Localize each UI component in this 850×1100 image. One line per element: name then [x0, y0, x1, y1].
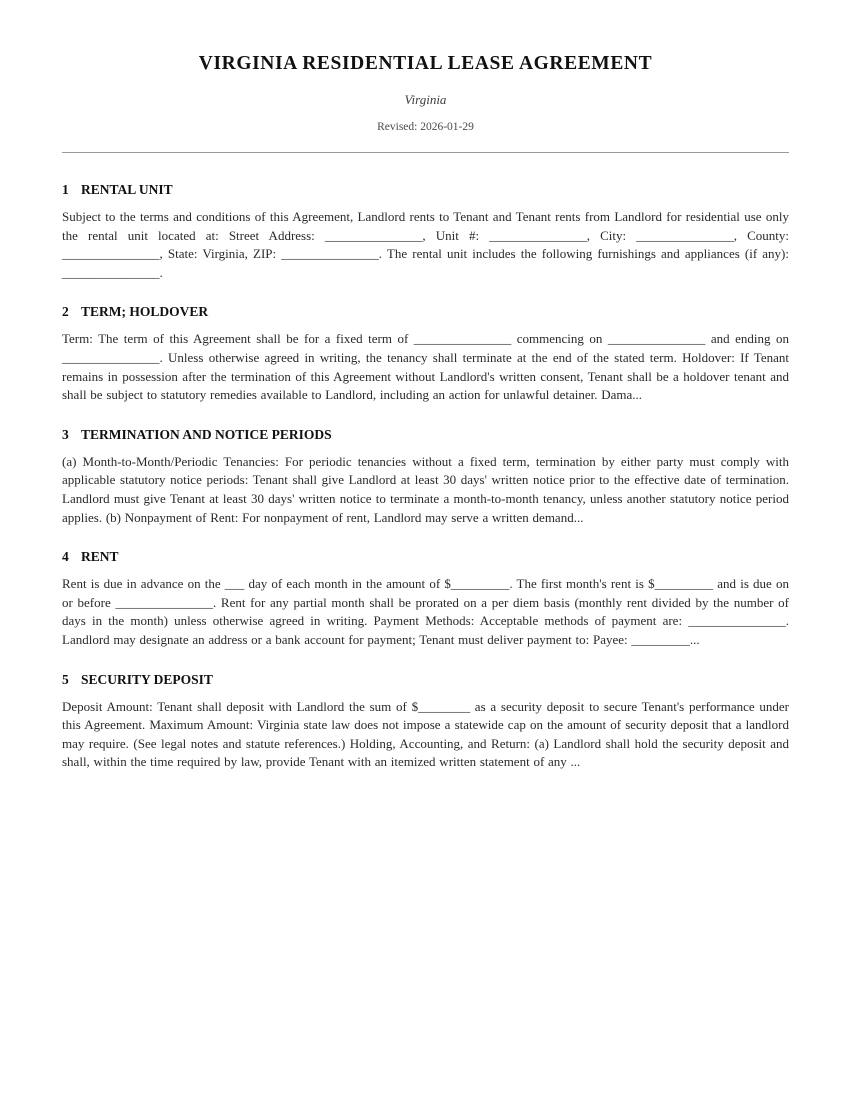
section-body-text: Rent is due in advance on the ___ day of each month in the amount of $_________. The first month's rent is $_________ and is due on or before _______________. Rent for any partial month shall be prorated on a per diem basis (monthly rent divided by the number of days in the month) unless otherwise agreed in writing. Payment Methods: Acceptable methods of payment are: _______________. Landlord may designate an address or a bank account for payment; Tenant must deliver payment to: Payee: _________...: [62, 576, 789, 647]
section-termination-notice: [62, 426, 789, 527]
section-body-text: (a) Month-to-Month/Periodic Tenancies: For periodic tenancies without a fixed term, termination by either party must comply with applicable statutory notice periods: Tenant shall give Landlord at least 30 days' written notice prior to the effective date of termination. Landlord must give Tenant at least 30 days' written notice to terminate a month-to-month tenancy, unless another statutory notice period applies. (b) Nonpayment of Rent: For nonpayment of rent, Landlord may serve a written demand...: [62, 453, 789, 525]
section-security-deposit: [62, 671, 789, 772]
section-number: 2: [62, 304, 69, 320]
section-heading-label: TERM; HOLDOVER: [81, 304, 209, 320]
revised-date: Revised: 2026-01-29: [377, 121, 474, 133]
document-header: [62, 52, 789, 134]
section-number: 1: [62, 182, 69, 197]
section-number: 5: [62, 671, 69, 687]
section-heading: [62, 671, 789, 689]
section-heading: [62, 303, 789, 321]
section-heading-label: RENTAL UNIT: [81, 182, 173, 197]
section-body-text: Subject to the terms and conditions of this Agreement, Landlord rents to Tenant and Tenant rents from Landlord for residential use only the rental unit located at: Street Address: _______________, Unit #: _______________, City: _______________, County: _______________, State: Virginia, ZIP: _______________. The rental unit includes the following furnishings and appliances (if any): _______________.: [62, 209, 789, 280]
section-body-text: Term: The term of this Agreement shall be for a fixed term of _______________ commencing on _______________ and ending on _______________. Unless otherwise agreed in writing, the tenancy shall terminate at the end of the stated term. Holdover: If Tenant remains in possession after the termination of this Agreement without Landlord's written consent, Tenant shall be a holdover tenant and shall be subject to statutory remedies available to Landlord, including an action for unlawful detainer. Dama...: [62, 331, 789, 403]
document-subtitle: Virginia: [404, 92, 447, 107]
section-rental-unit: [62, 181, 789, 282]
section-heading: [62, 181, 789, 199]
section-term-holdover: [62, 303, 789, 404]
section-body-text: Deposit Amount: Tenant shall deposit with Landlord the sum of $________ as a security deposit to secure Tenant's performance under this Agreement. Maximum Amount: Virginia state law does not impose a statewide cap on the amount of security deposit that a landlord may require. (See legal notes and statute references.) Holding, Accounting, and Return: (a) Landlord shall hold the security deposit and shall, within the time required by law, provide Tenant with an itemized written statement of any ...: [62, 698, 789, 770]
section-rent: [62, 548, 789, 649]
header-divider: [62, 152, 789, 153]
section-number: 4: [62, 549, 69, 565]
section-heading: [62, 426, 789, 444]
section-heading: [62, 548, 789, 566]
section-heading-label: TERMINATION AND NOTICE PERIODS: [81, 426, 332, 442]
section-number: 3: [62, 426, 69, 442]
section-heading-label: RENT: [81, 549, 119, 565]
section-heading-label: SECURITY DEPOSIT: [81, 671, 213, 687]
document-title: VIRGINIA RESIDENTIAL LEASE AGREEMENT: [198, 53, 653, 74]
